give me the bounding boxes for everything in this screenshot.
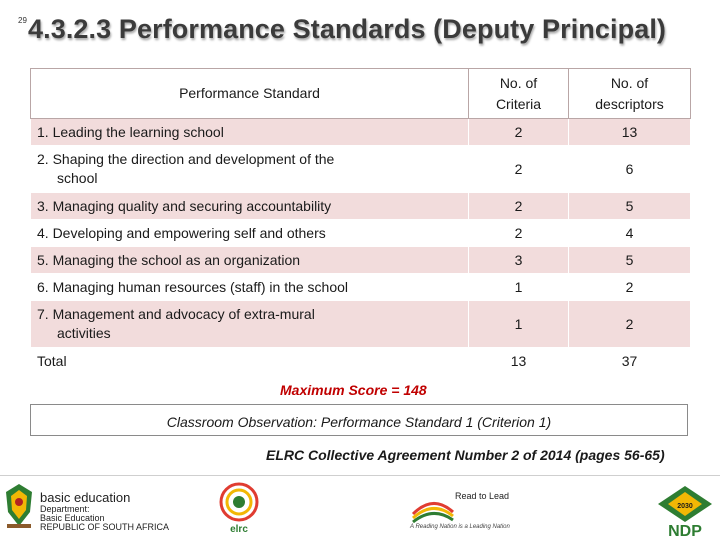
standard-cell <box>31 146 469 193</box>
elrc-logo <box>208 480 270 536</box>
standard-line2: activities <box>57 325 111 341</box>
standard-cell <box>31 301 469 348</box>
criteria-cell: 1 <box>469 274 569 301</box>
header-criteria-line1: No. of <box>499 74 538 91</box>
elrc-logo-text: elrc <box>230 524 248 535</box>
criteria-cell: 2 <box>469 146 569 193</box>
performance-standards-table <box>30 68 691 375</box>
maximum-score: Maximum Score = 148 <box>280 382 427 398</box>
read-to-lead-logo <box>408 484 518 524</box>
page-title: 4.3.2.3 Performance Standards (Deputy Principal) <box>28 14 667 44</box>
dbe-line2: Department: <box>40 504 90 514</box>
standard-line1: 7. Management and advocacy of extra-mural <box>37 306 315 322</box>
standard-line1: 2. Shaping the direction and development of the <box>37 151 335 167</box>
descriptors-cell: 5 <box>569 247 691 274</box>
ndp-logo-text: NDP <box>668 523 702 538</box>
standard-cell: 6. Managing human resources (staff) in the school <box>31 274 469 301</box>
table-row <box>31 146 691 193</box>
table-header-row <box>31 69 691 119</box>
descriptors-cell: 2 <box>569 301 691 348</box>
dbe-wordmark <box>40 490 169 532</box>
criteria-cell: 2 <box>469 119 569 146</box>
criteria-cell: 2 <box>469 220 569 247</box>
standard-cell: 3. Managing quality and securing accountability <box>31 193 469 220</box>
standard-cell: 1. Leading the learning school <box>31 119 469 146</box>
read-to-lead-wordmark: Read to Lead <box>455 491 510 501</box>
table-row <box>31 220 691 247</box>
ndp-year: 2030 <box>677 503 693 510</box>
table-row <box>31 274 691 301</box>
table-row <box>31 301 691 348</box>
criteria-cell: 3 <box>469 247 569 274</box>
total-descriptors: 37 <box>569 348 691 375</box>
standard-cell: 5. Managing the school as an organization <box>31 247 469 274</box>
header-no-of-descriptors <box>569 69 691 119</box>
descriptors-cell: 6 <box>569 146 691 193</box>
header-criteria-line2: Criteria <box>495 95 542 112</box>
footer-divider <box>0 475 720 476</box>
table-row <box>31 247 691 274</box>
header-descriptors-line1: No. of <box>610 74 649 91</box>
table-total-row <box>31 348 691 375</box>
standard-cell: 4. Developing and empowering self and others <box>31 220 469 247</box>
ndp-2030-logo <box>654 484 716 538</box>
read-to-lead-tagline: A Reading Nation is a Leading Nation <box>410 524 510 530</box>
header-no-of-criteria <box>469 69 569 119</box>
criteria-cell: 1 <box>469 301 569 348</box>
dbe-line4: REPUBLIC OF SOUTH AFRICA <box>40 522 170 532</box>
classroom-observation-box: Classroom Observation: Performance Standard 1 (Criterion 1) <box>30 404 688 436</box>
descriptors-cell: 13 <box>569 119 691 146</box>
descriptors-cell: 2 <box>569 274 691 301</box>
dbe-line3: Basic Education <box>40 513 105 523</box>
slide-number: 29 <box>18 16 27 25</box>
descriptors-cell: 4 <box>569 220 691 247</box>
table-row <box>31 193 691 220</box>
total-criteria: 13 <box>469 348 569 375</box>
descriptors-cell: 5 <box>569 193 691 220</box>
dbe-line1: basic education <box>40 490 131 505</box>
elrc-agreement-reference: ELRC Collective Agreement Number 2 of 2014 (pages 56-65) <box>266 447 665 463</box>
header-descriptors-line2: descriptors <box>595 95 664 112</box>
standard-line2: school <box>57 170 98 186</box>
header-performance-standard: Performance Standard <box>31 69 469 119</box>
criteria-cell: 2 <box>469 193 569 220</box>
coat-of-arms-logo <box>2 482 36 530</box>
table-row <box>31 119 691 146</box>
total-label: Total <box>31 348 469 375</box>
